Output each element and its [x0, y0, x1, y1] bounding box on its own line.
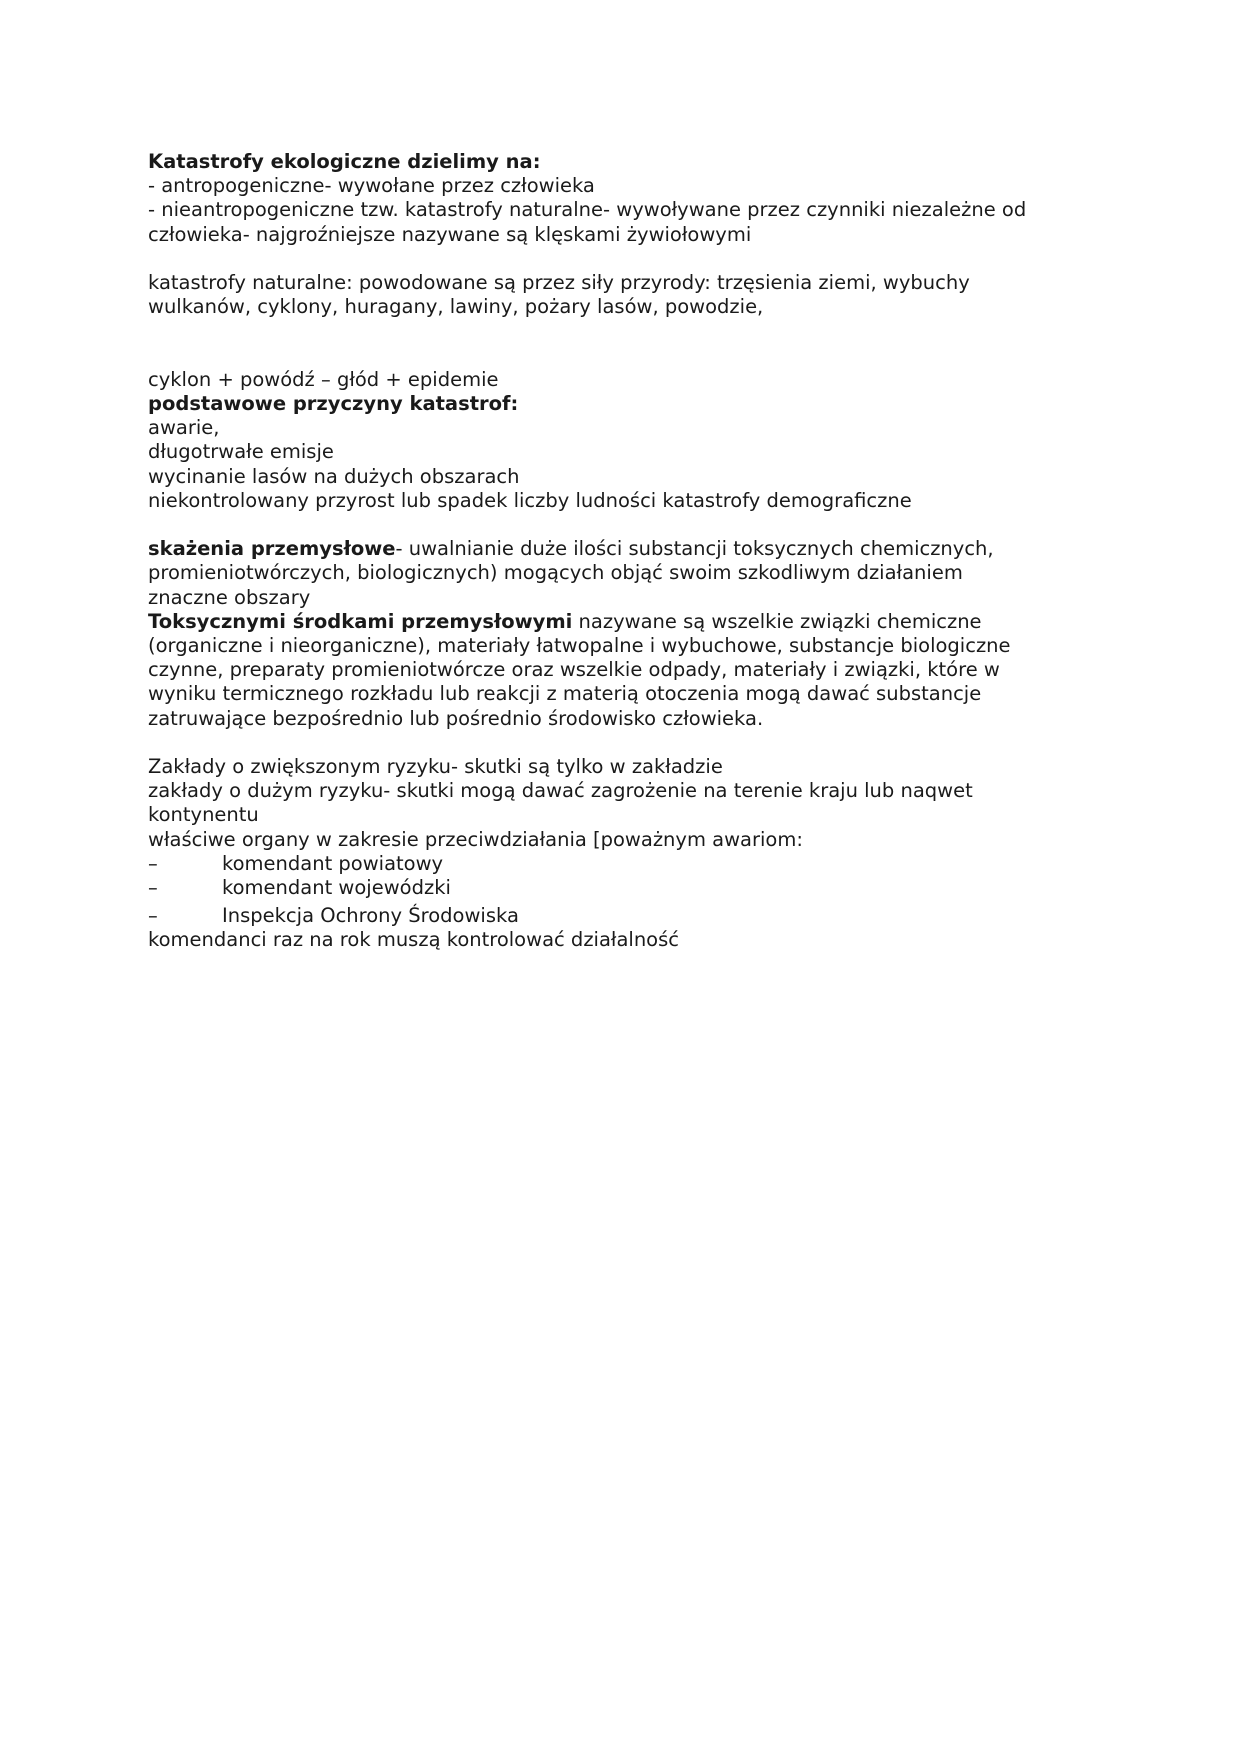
paragraph-line: kontynentu	[148, 803, 259, 827]
paragraph-line: wulkanów, cyklony, huragany, lawiny, pożary lasów, powodzie,	[148, 295, 764, 319]
paragraph-line: zatruwające bezpośrednio lub pośrednio środowisko człowieka.	[148, 706, 764, 730]
list-item-continuation: człowieka- najgroźniejsze nazywane są klęskami żywiołowymi	[148, 222, 752, 246]
list-item: awarie,	[148, 416, 220, 440]
paragraph-line: czynne, preparaty promieniotwórcze oraz wszelkie odpady, materiały i związki, które w	[148, 658, 1000, 682]
paragraph-line: znaczne obszary	[148, 585, 311, 609]
definition-line: Toksycznymi środkami przemysłowymi nazywane są wszelkie związki chemiczne	[148, 609, 982, 633]
blank-line	[148, 247, 1098, 271]
paragraph-line: Zakłady o zwiększonym ryzyku- skutki są tylko w zakładzie	[148, 755, 723, 779]
section-heading-types: Katastrofy ekologiczne dzielimy na:	[148, 150, 541, 173]
paragraph-line: komendanci raz na rok muszą kontrolować działalność	[148, 928, 679, 952]
dash-list-item: – komendant powiatowy	[148, 851, 444, 875]
document-page	[148, 150, 1098, 953]
dash-bullet: –	[148, 876, 158, 900]
blank-line	[148, 731, 1098, 755]
paragraph-line: katastrofy naturalne: powodowane są przez siły przyrody: trzęsienia ziemi, wybuchy	[148, 271, 970, 294]
chain-line: cyklon + powódź – głód + epidemie	[148, 367, 499, 391]
paragraph-line: (organiczne i nieorganiczne), materiały łatwopalne i wybuchowe, substancje biologiczne	[148, 634, 1011, 658]
paragraph-line: promieniotwórczych, biologicznych) mogących objąć swoim szkodliwym działaniem	[148, 561, 963, 585]
list-item: długotrwałe emisje	[148, 440, 334, 464]
list-item: - antropogeniczne- wywołane przez człowieka	[148, 174, 595, 198]
dash-list-item: – komendant wojewódzki	[148, 876, 451, 900]
dash-bullet: –	[148, 851, 158, 875]
section-heading-causes: podstawowe przyczyny katastrof:	[148, 392, 519, 415]
paragraph-line: zakłady o dużym ryzyku- skutki mogą dawać zagrożenie na terenie kraju lub naqwet	[148, 779, 973, 803]
dash-bullet: –	[148, 904, 158, 928]
term: skażenia przemysłowe	[148, 537, 396, 561]
term: Toksycznymi środkami przemysłowymi	[148, 609, 573, 633]
blank-line	[148, 513, 1098, 537]
list-item: - nieantropogeniczne tzw. katastrofy naturalne- wywoływane przez czynniki niezależne od	[148, 198, 1027, 222]
list-item: niekontrolowany przyrost lub spadek liczby ludności katastrofy demograficzne	[148, 488, 912, 512]
list-item: wycinanie lasów na dużych obszarach	[148, 464, 520, 488]
definition-line: skażenia przemysłowe- uwalnianie duże ilości substancji toksycznych chemicznych,	[148, 537, 994, 561]
paragraph-line: wyniku termicznego rozkładu lub reakcji z materią otoczenia mogą dawać substancje	[148, 682, 982, 706]
paragraph-line: właściwe organy w zakresie przeciwdziałania [poważnym awariom:	[148, 827, 803, 851]
blank-line	[148, 319, 1098, 367]
dash-list-item: – Inspekcja Ochrony Środowiska	[148, 904, 519, 928]
